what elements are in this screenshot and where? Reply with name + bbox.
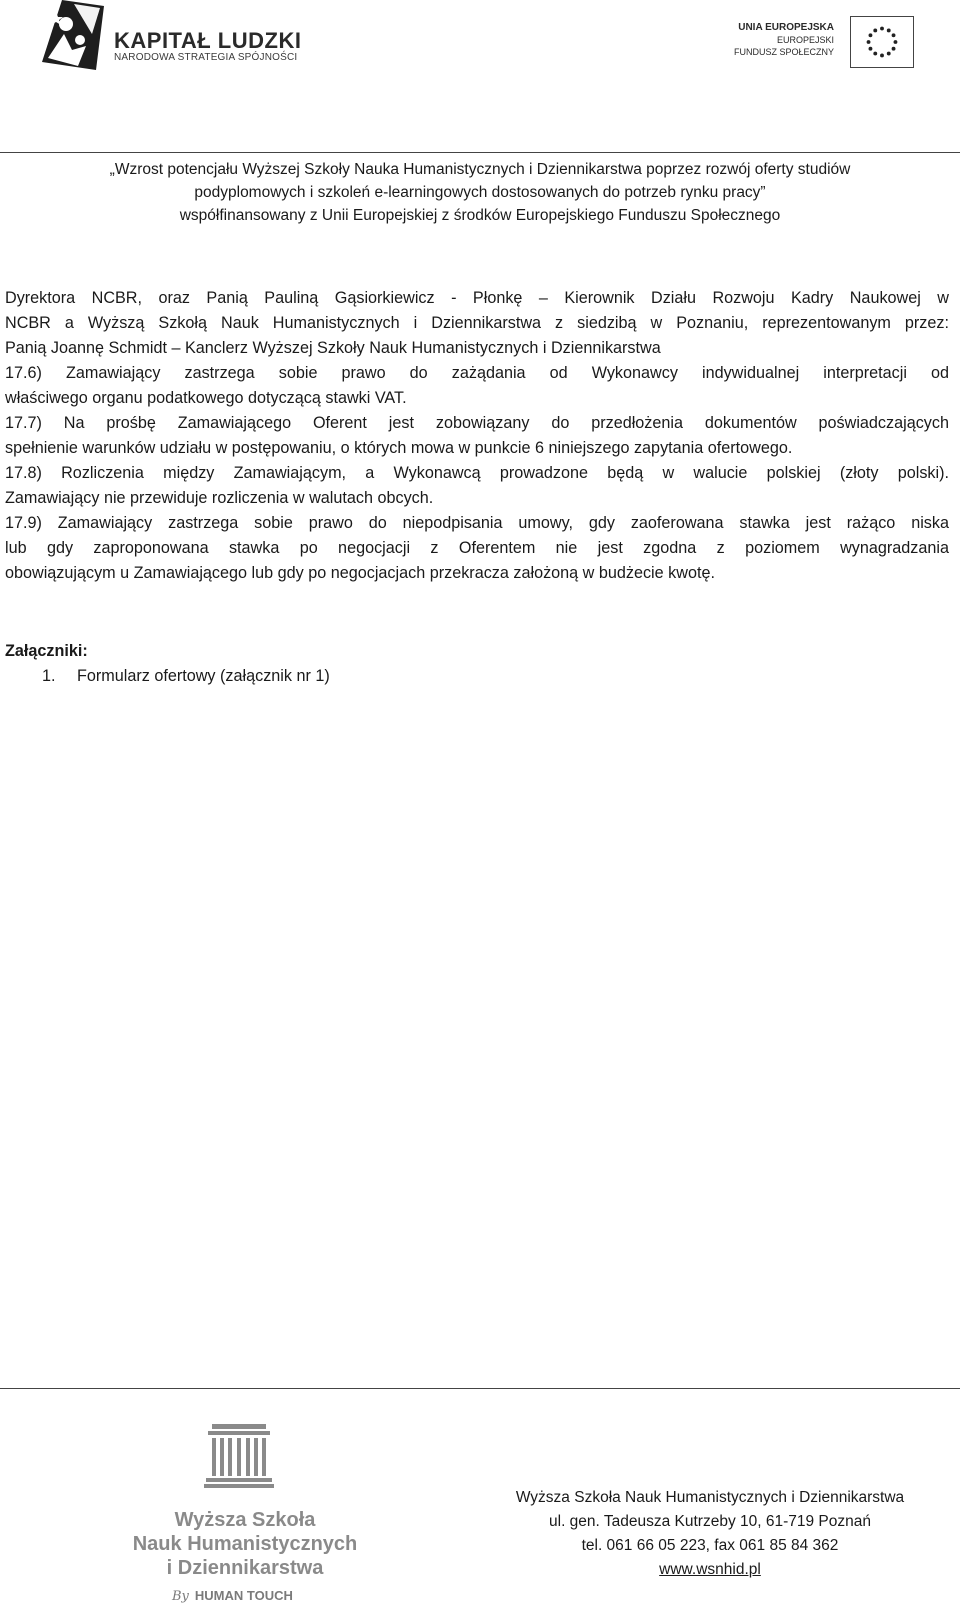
university-tagline (172, 1588, 293, 1604)
text-line: Panią Joannę Schmidt – Kanclerz Wyższej Szkoły Nauk Humanistycznych i Dziennikarstwa (5, 339, 661, 357)
eu-flag-icon (850, 16, 914, 68)
attachment-number: 1. (42, 667, 56, 685)
university-logo-name (120, 1508, 370, 1580)
project-title-line: współfinansowany z Unii Europejskiej z środków Europejskiego Funduszu Społecznego (179, 207, 781, 224)
kapital-ludzki-subtitle: NARODOWA STRATEGIA SPÓJNOŚCI (114, 52, 298, 63)
tagline-by: By (172, 1589, 189, 1604)
text-line: 17.7) Na prośbę Zamawiającego Oferent jest zobowiązany do przedłożenia dokumentów poświadczających (5, 414, 949, 432)
header (0, 0, 960, 150)
text-line: 17.6) Zamawiający zastrzega sobie prawo do zażądania od Wykonawcy indywidualnej interpretacji od (5, 364, 949, 382)
text-line: spełnienie warunków udziału w postępowaniu, o których mowa w punkcie 6 niniejszego zapytania ofertowego. (5, 439, 793, 457)
eu-text (734, 22, 834, 58)
university-building-icon (204, 1424, 274, 1496)
text-line: 17.9) Zamawiający zastrzega sobie prawo do niepodpisania umowy, gdy zaoferowana stawka jest rażąco niska (5, 514, 949, 532)
website-link[interactable]: www.wsnhid.pl (659, 1561, 761, 1578)
paragraph-parties (5, 286, 949, 361)
tagline-text: HUMAN TOUCH (194, 1588, 293, 1603)
contact-name: Wyższa Szkoła Nauk Humanistycznych i Dziennikarstwa (515, 1489, 905, 1506)
project-title (60, 158, 900, 227)
footer-contact (480, 1486, 940, 1582)
text-line: właściwego organu podatkowego dotyczącą stawki VAT. (5, 389, 407, 407)
attachments-heading: Załączniki: (5, 642, 88, 660)
kapital-ludzki-logo (42, 0, 302, 72)
eu-fund-line1: EUROPEJSKI (776, 35, 834, 45)
attachment-label: Formularz ofertowy (załącznik nr 1) (77, 667, 330, 685)
text-line: obowiązującym u Zamawiającego lub gdy po negocjacjach przekracza założoną w budżecie kwotę. (5, 564, 715, 582)
paragraph-17-6 (5, 361, 949, 411)
eu-logo (734, 16, 924, 70)
university-logo-line: Wyższa Szkoła (174, 1509, 316, 1531)
attachment-item (42, 667, 330, 686)
university-logo-line: Nauk Humanistycznych (132, 1533, 358, 1555)
paragraph-17-9 (5, 511, 949, 586)
paragraph-17-8 (5, 461, 949, 511)
project-title-line: „Wzrost potencjału Wyższej Szkoły Nauka Humanistycznych i Dziennikarstwa poprzez rozwój oferty studiów (109, 161, 851, 178)
text-line: 17.8) Rozliczenia między Zamawiającym, a Wykonawcą prowadzone będą w walucie polskiej (złoty polski). (5, 464, 949, 482)
eu-name: UNIA EUROPEJSKA (738, 22, 834, 33)
paragraph-17-7 (5, 411, 949, 461)
text-line: Dyrektora NCBR, oraz Panią Pauliną Gąsiorkiewicz - Płonkę – Kierownik Działu Rozwoju Kadry Naukowej w (5, 289, 949, 307)
contact-address: ul. gen. Tadeusza Kutrzeby 10, 61-719 Poznań (549, 1513, 871, 1530)
header-divider (0, 152, 960, 153)
university-logo-line: i Dziennikarstwa (166, 1557, 324, 1579)
text-line: Zamawiający nie przewiduje rozliczenia w walutach obcych. (5, 489, 434, 507)
contact-phone: tel. 061 66 05 223, fax 061 85 84 362 (581, 1537, 839, 1554)
university-logo (120, 1424, 370, 1608)
attachments-list (42, 667, 330, 686)
kapital-ludzki-title: KAPITAŁ LUDZKI (114, 28, 302, 53)
eu-fund-line2: FUNDUSZ SPOŁECZNY (733, 47, 834, 57)
footer-divider (0, 1388, 960, 1389)
document-body (5, 286, 949, 586)
text-line: NCBR a Wyższą Szkołą Nauk Humanistycznych i Dziennikarstwa z siedzibą w Poznaniu, reprezentowanym przez: (5, 314, 949, 332)
kapital-ludzki-emblem-icon (42, 0, 104, 72)
text-line: lub gdy zaproponowana stawka po negocjacji z Oferentem nie jest zgodna z poziomem wynagradzania (5, 539, 949, 557)
project-title-line: podyplomowych i szkoleń e-learningowych dostosowanych do potrzeb rynku pracy” (194, 184, 766, 201)
